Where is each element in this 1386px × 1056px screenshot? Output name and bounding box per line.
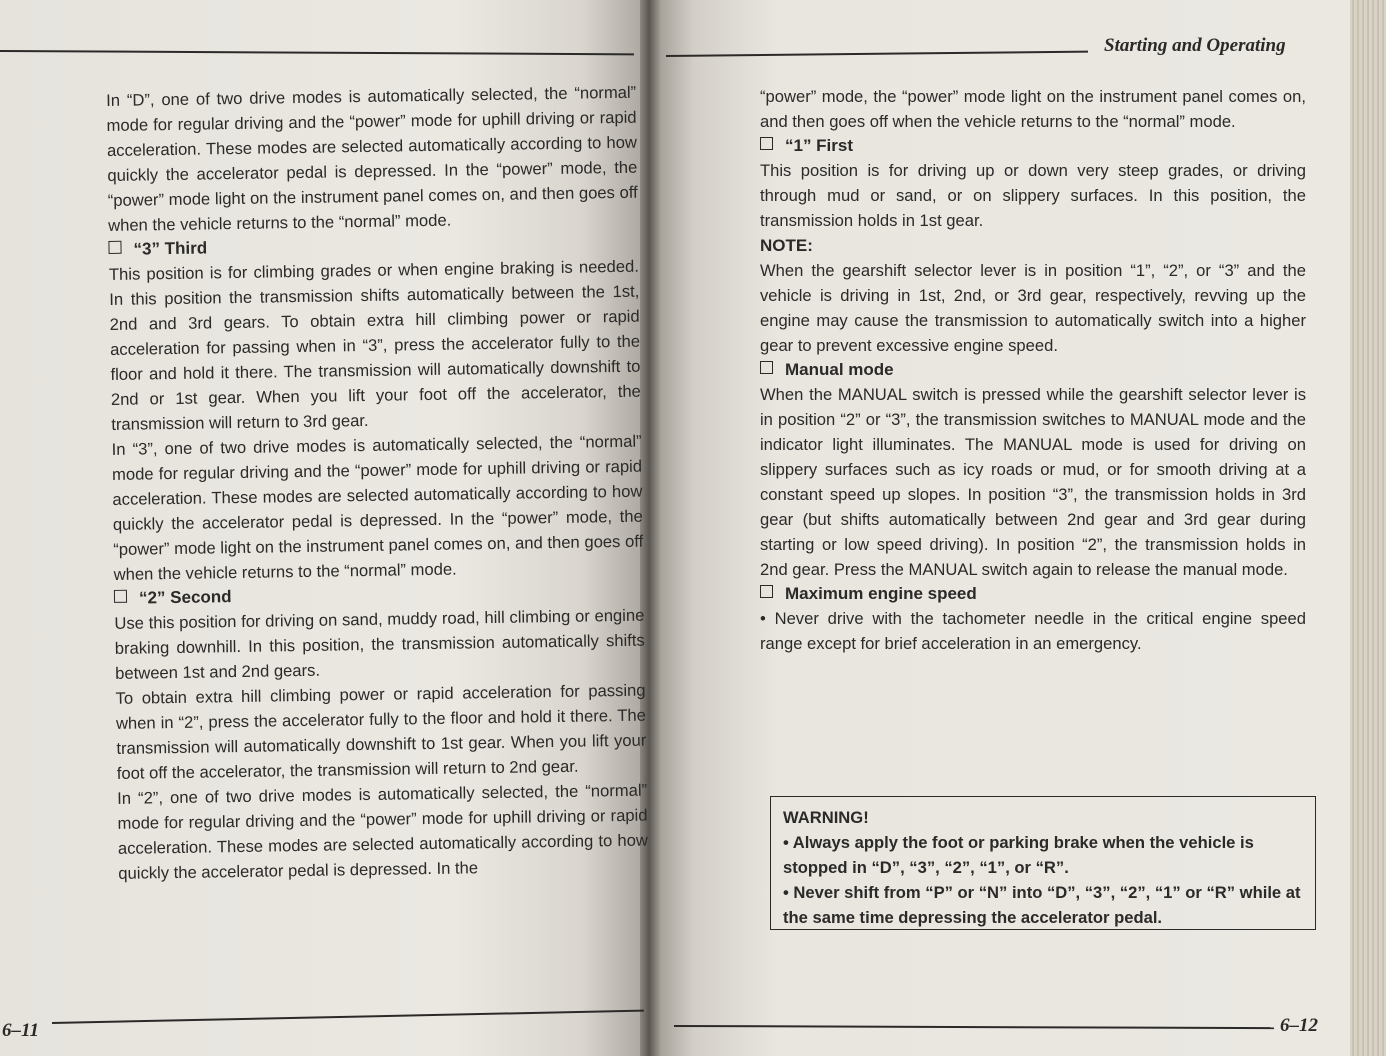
warning-item-2: • Never shift from “P” or “N” into “D”, “3”, “2”, “1” or “R” while at the same time depressing the accelerator pedal. [783, 883, 1301, 927]
left-page-number: 6–11 [2, 1020, 39, 1041]
checkbox-icon [760, 585, 773, 598]
manual-mode-heading [760, 358, 1306, 382]
manual-mode-paragraph: When the MANUAL switch is pressed while the gearshift selector lever is in position “2” or “3”, the transmission switches to MANUAL mode and the indicator light illuminates. The MANUAL mode is used for driving on slippery surfaces such as icy roads or mud, or for smooth driving at a constant speed up slopes. In position “3”, the transmission holds in 3rd gear (but shifts automatically between 2nd gear and 3rd gear during starting or low speed driving). In position “2”, the transmission holds in 2nd gear. Press the MANUAL switch again to release the manual mode. [760, 385, 1306, 579]
second-paragraph-1: Use this position for driving on sand, muddy road, hill climbing or engine braking downhill. In this position, the transmission automatically shifts between 1st and 2nd gears. [114, 605, 645, 683]
checkbox-icon [114, 590, 127, 603]
power-mode-continuation: “power” mode, the “power” mode light on the instrument panel comes on, and then goes off when the vehicle returns to the “normal” mode. [760, 87, 1306, 131]
right-page-number: 6–12 [1280, 1015, 1318, 1036]
max-engine-speed-paragraph: • Never drive with the tachometer needle in the critical engine speed range except for brief acceleration in an emergency. [760, 609, 1306, 653]
max-engine-speed-heading-label: Maximum engine speed [785, 584, 977, 603]
left-page-body [106, 80, 648, 886]
running-header: Starting and Operating [1104, 35, 1286, 56]
warning-title: WARNING! [783, 808, 869, 827]
max-engine-speed-heading [760, 582, 1306, 606]
third-heading-label: “3” Third [133, 238, 208, 259]
page-edges [1350, 0, 1386, 1056]
third-paragraph-1: This position is for climbing grades or when engine braking is needed. In this position the transmission shifts automatically between the 1st, 2nd and 3rd gears. To obtain extra hill climbing power or rapid acceleration for passing when in “3”, press the accelerator fully to the floor and hold it there. The transmission will automatically downshift to 2nd or 1st gear. When you lift your foot off the accelerator, the transmission will return to 3rd gear. [108, 256, 641, 434]
checkbox-icon [760, 361, 773, 374]
checkbox-icon [108, 241, 121, 254]
note-paragraph: When the gearshift selector lever is in position “1”, “2”, or “3” and the vehicle is driving in 1st, 2nd, or 3rd gear, respectively, revving up the engine may cause the transmission to automatically switch into a higher gear to prevent excessive engine speed. [760, 261, 1306, 355]
right-page-body [760, 84, 1306, 656]
manual-mode-heading-label: Manual mode [785, 360, 894, 379]
second-paragraph-2: To obtain extra hill climbing power or rapid acceleration for passing when in “2”, press the accelerator fully to the floor and hold it there. The transmission will automatically downshift to 1st gear. When you lift your foot off the accelerator, the transmission will return to 2nd gear. [115, 680, 647, 783]
first-heading [760, 134, 1306, 158]
book-spine [640, 0, 660, 1056]
checkbox-icon [760, 137, 773, 150]
second-heading-label: “2” Second [138, 587, 232, 608]
second-paragraph-3: In “2”, one of two drive modes is automatically selected, the “normal” mode for regular driving and the “power” mode for uphill driving or rapid acceleration. These modes are selected automatically according to how quickly the accelerator pedal is depressed. In the [117, 780, 649, 883]
drive-mode-paragraph: In “D”, one of two drive modes is automatically selected, the “normal” mode for regular driving and the “power” mode for uphill driving or rapid acceleration. These modes are selected automatically according to how quickly the accelerator pedal is depressed. In the “power” mode, the “power” mode light on the instrument panel comes on, and then goes off when the vehicle returns to the “normal” mode. [106, 82, 638, 235]
warning-box [770, 796, 1316, 930]
third-paragraph-2: In “3”, one of two drive modes is automatically selected, the “normal” mode for regular driving and the “power” mode for uphill driving or rapid acceleration. These modes are selected automatically according to how quickly the accelerator pedal is depressed. In the “power” mode, the “power” mode light on the instrument panel comes on, and then goes off when the vehicle returns to the “normal” mode. [111, 431, 644, 584]
first-paragraph: This position is for driving up or down very steep grades, or driving through mud or sand, or on slippery surfaces. In this position, the transmission holds in 1st gear. [760, 161, 1306, 230]
first-heading-label: “1” First [785, 136, 854, 155]
note-heading: NOTE: [760, 236, 813, 255]
warning-item-1: • Always apply the foot or parking brake when the vehicle is stopped in “D”, “3”, “2”, “1”, or “R”. [783, 833, 1254, 877]
